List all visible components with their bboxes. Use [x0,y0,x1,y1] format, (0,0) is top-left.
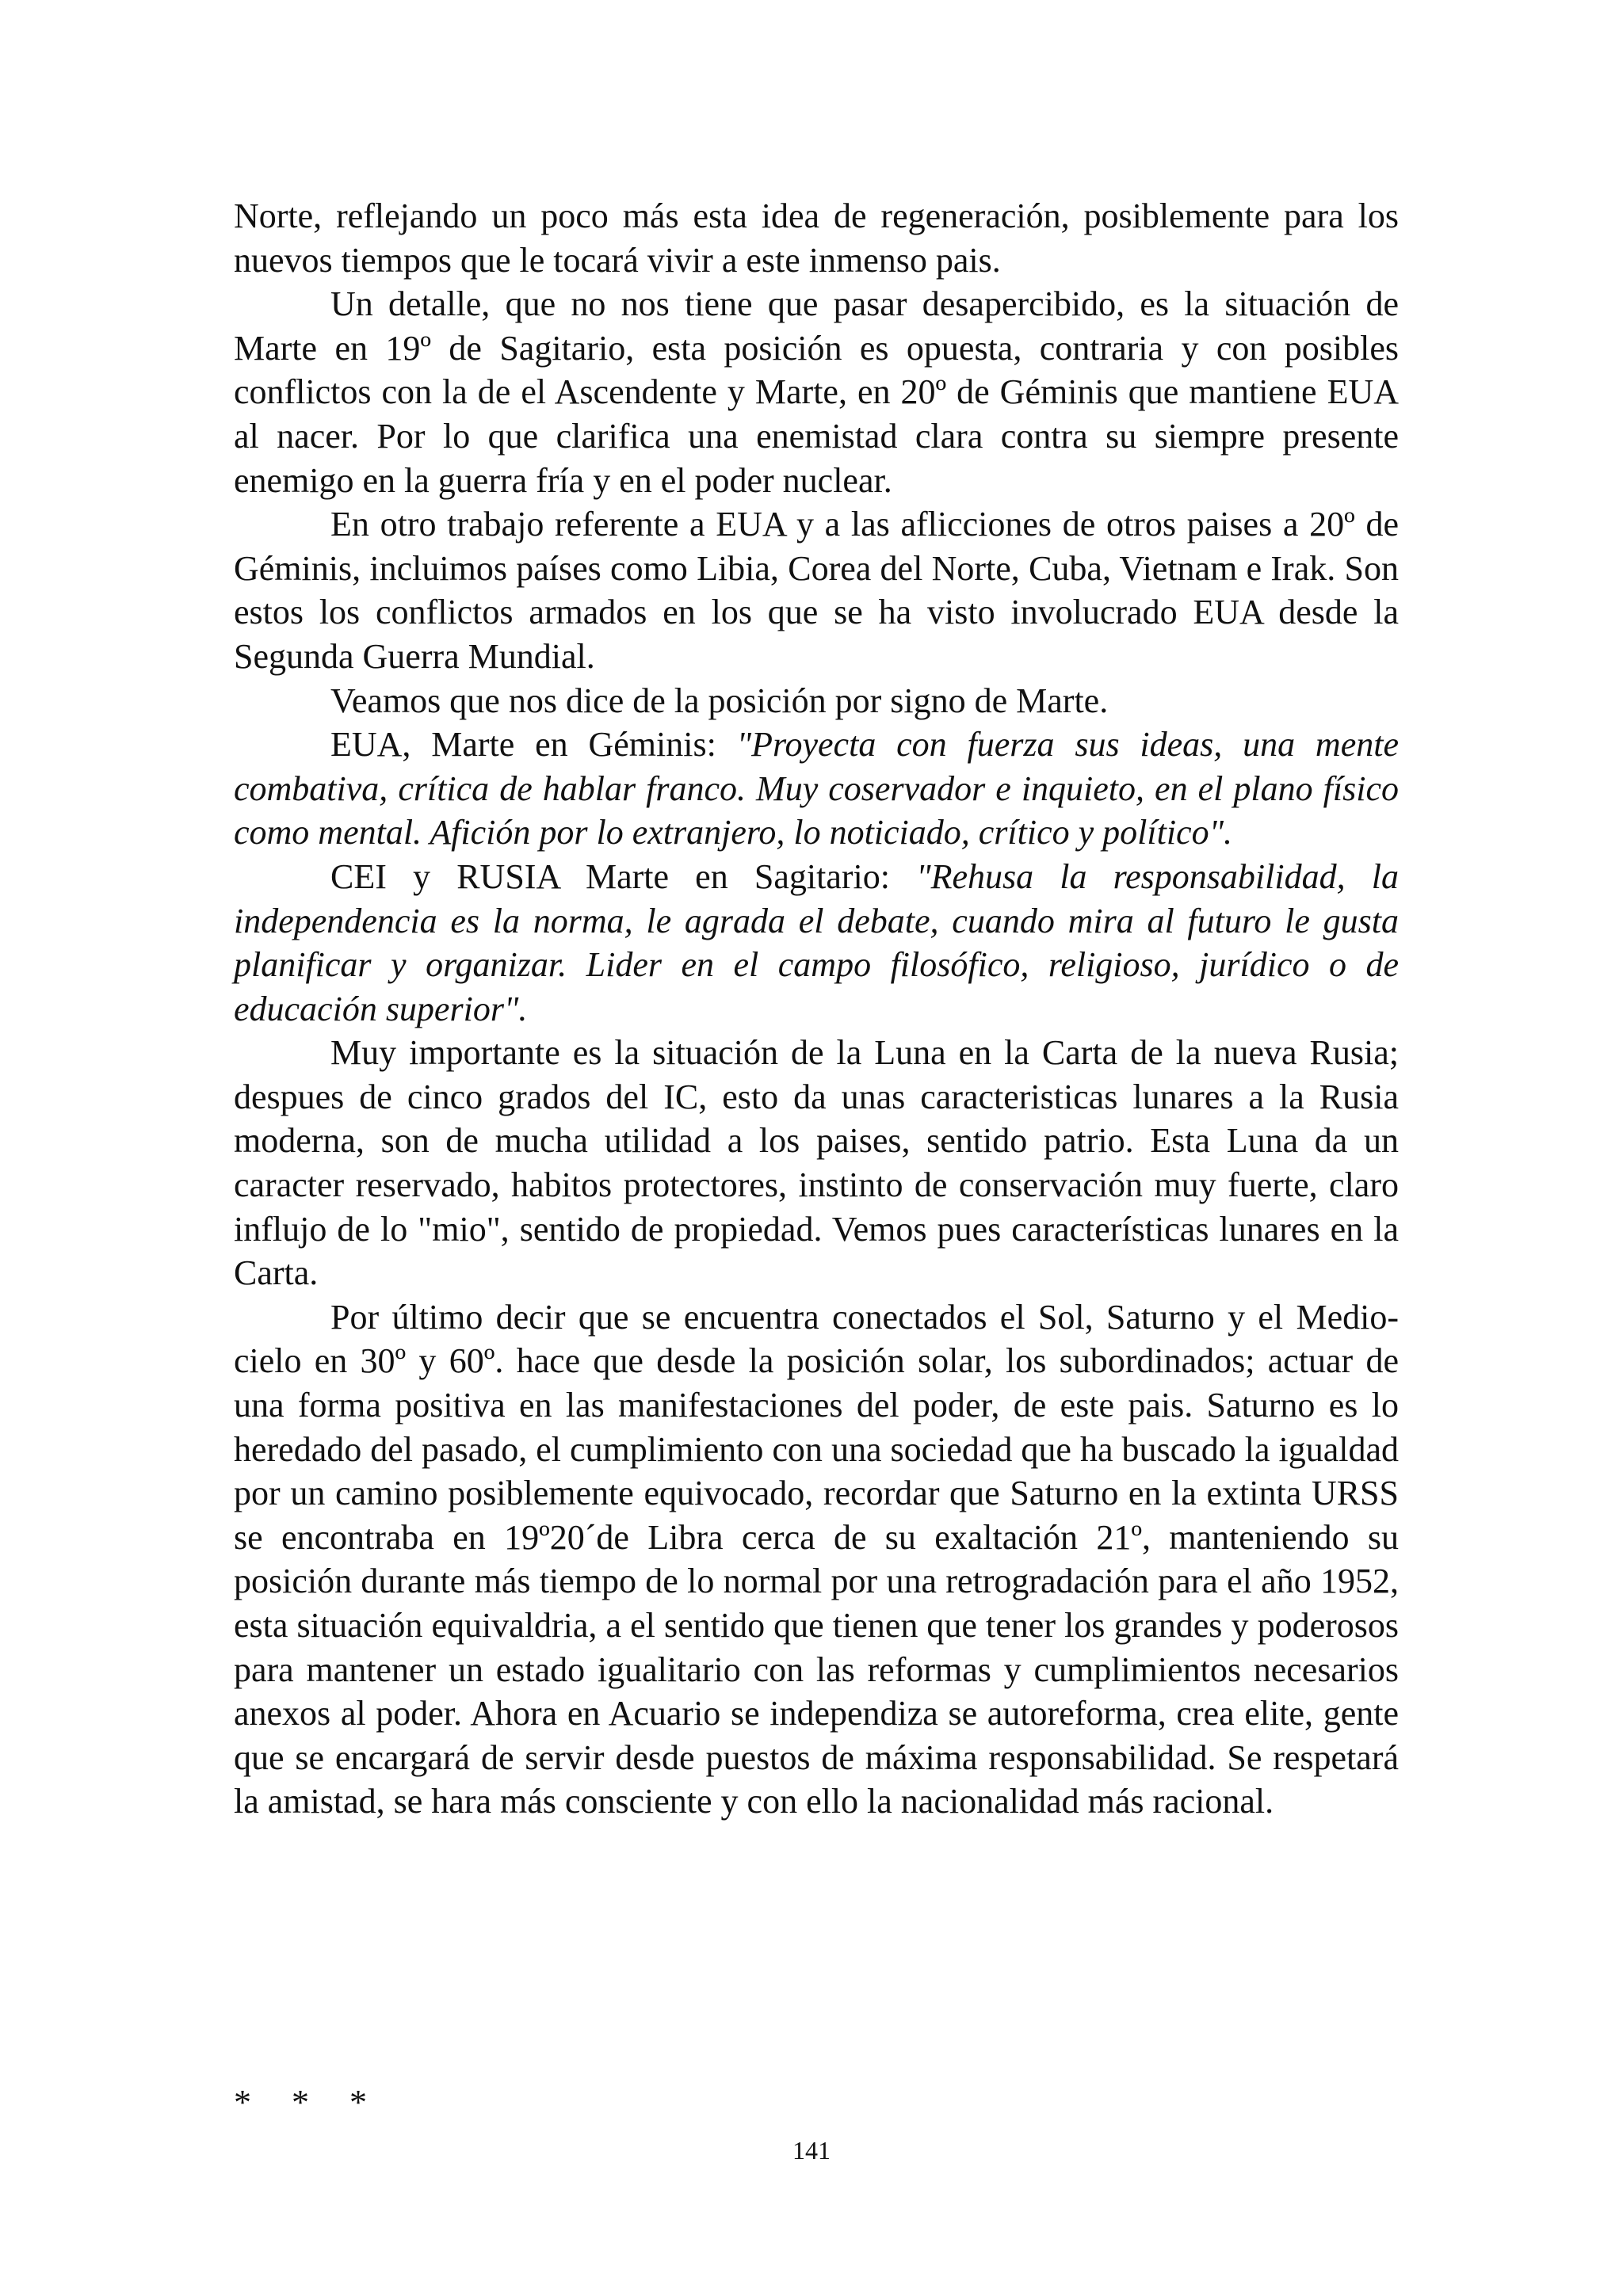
paragraph-7: Muy importante es la situación de la Luna en la Carta de la nueva Rusia; despues de cinco grados del IC, esto da unas caracteristicas lunares a la Rusia moderna, son de mucha utilidad a los paises, sentido patrio. Esta Luna da un caracter reservado, habitos protectores, instinto de conservación muy fuerte, claro influjo de lo "mio", sentido de propiedad. Vemos pues características lunares en la Carta. [234,1033,1399,1293]
section-separator: * * * [234,2083,383,2122]
paragraph-4: Veamos que nos dice de la posición por signo de Marte. [330,681,1109,720]
paragraph-5-lead: EUA, Marte en Géminis: [330,725,737,765]
paragraph-1: Norte, reflejando un poco más esta idea de regeneración, posiblemente para los nuevos tiempos que le tocará vivir a este inmenso pais. [234,196,1399,280]
paragraph-6-lead: CEI y RUSIA Marte en Sagitario: [330,856,917,896]
paragraph-3: En otro trabajo referente a EUA y a las aflicciones de otros paises a 20º de Géminis, incluimos países como Libia, Corea del Norte, Cuba, Vietnam e Irak. Son estos los conflictos armados en los que se ha visto involucrado EUA desde la Segunda Guerra Mundial. [234,505,1399,676]
paragraph-8: Por último decir que se encuentra conectados el Sol, Saturno y el Medio-cielo en 30º y 60º. hace que desde la posición solar, los subordinados; actuar de una forma positiva en las manifestaciones del poder, de este pais. Saturno es lo heredado del pasado, el cumplimiento con una sociedad que ha buscado la igualdad por un camino posiblemente equivocado, recordar que Saturno en la extinta URSS se encontraba en 19º20´de Libra cerca de su exaltación 21º, manteniendo su posición durante más tiempo de lo normal por una retrogradación para el año 1952, esta situación equivaldria, a el sentido que tienen que tener los grandes y poderosos para mantener un estado igualitario con las reformas y cumplimientos necesarios anexos al poder. Ahora en Acuario se independiza se autoreforma, crea elite, gente que se encargará de servir desde puestos de máxima responsabilidad. Se respetará la amistad, se hara más consciente y con ello la nacionalidad más racional. [234,1297,1399,1821]
page-number: 141 [792,2136,831,2164]
paragraph-5-quote: "Proyecta con fuerza sus ideas, una mente combativa, crítica de hablar franco. Muy coservador e inquieto, en el plano físico como mental. Afición por lo extranjero, lo noticiado, crítico y político". [234,725,1399,852]
paragraph-6 [234,855,1399,1031]
paragraph-6-quote: "Rehusa la responsabilidad, la independencia es la norma, le agrada el debate, cuando mira al futuro le gusta planificar y organizar. Lider en el campo filosófico, religioso, jurídico o de educación superior". [234,856,1399,1028]
paragraph-5 [234,723,1399,855]
body-text [234,194,1399,1824]
paragraph-2: Un detalle, que no nos tiene que pasar desapercibido, es la situación de Marte en 19º de Sagitario, esta posición es opuesta, contraria y con posibles conflictos con la de el Ascendente y Marte, en 20º de Géminis que mantiene EUA al nacer. Por lo que clarifica una enemistad clara contra su siempre presente enemigo en la guerra fría y en el poder nuclear. [234,284,1399,500]
